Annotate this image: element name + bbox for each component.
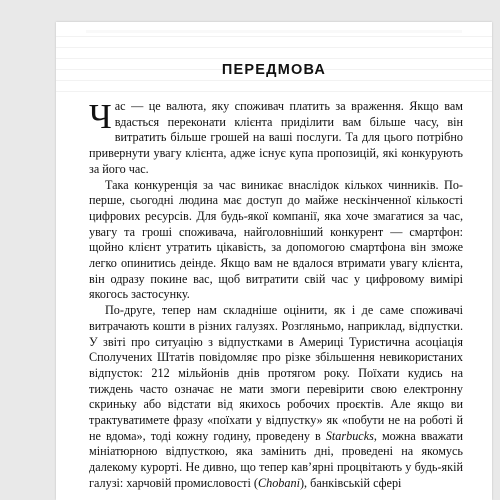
paragraph-3-part-2: , можна вважати мініатюрною відпусткою, яка замінить дні, проведені на якомусь далекому курорті. Не дивно, що тепер кав’ярні процвітають у будь-якій галузі: харчовій промисловості ( (89, 428, 463, 490)
paragraph-3-part-1: По-друге, тепер нам складніше оцінити, як і де саме споживачі витрачають кошти в різних галузях. Розгляньмо, наприклад, відпустки. У звіті про ситуацію з відпустками в Америці Туристична асоціація Сполучених Штатів повідомляє про різке збільшення невикористаних відпусток: 212 мільйонів днів протягом року. Поїхати кудись на тиждень часто означає не мати змоги перевірити свою електронну скриньку або відстати від якихось робочих проєктів. Але якщо ви трактуватимете фразу «поїхати у відпустку» як «побути не на роботі й не вдома», тоді кожну годину, проведену в (89, 303, 463, 443)
brand-chobani: Chobani (257, 475, 300, 490)
paragraph-1 (89, 99, 463, 178)
brand-starbucks: Starbucks (325, 428, 374, 443)
book-page (56, 22, 492, 500)
paragraph-2: Така конкуренція за час виникає внаслідок кількох чинників. По-перше, сьогодні людина має доступ до майже нескінченної кількості цифрових ресурсів. Для будь-якої компанії, яка хоче змагатися за час, увагу та гроші споживача, найголовніший конкурент — смартфон: щойно клієнт утратить цікавість, за допомогою смартфона він зможе легко опинитись деінде. Якщо вам не вдалося втримати увагу клієнта, він одразу покине вас, щоб витратити свій час у цифровому вимірі якогось застосунку. (89, 177, 463, 302)
paragraph-1-text: ас — це валюта, яку споживач платить за враження. Якщо вам вдасться переконати клієнта приділити вам більше часу, він витратить більше грошей на ваші послуги. Та для цього потрібно привернути увагу клієнта, адже існує купа пропозицій, які конкурують за його час. (89, 99, 463, 176)
paragraph-3 (89, 303, 463, 491)
page-title: ПЕРЕДМОВА (221, 62, 327, 78)
body-text (89, 99, 463, 492)
drop-cap: Ч (89, 97, 112, 136)
paragraph-3-part-3: ), банківській сфері (299, 475, 402, 490)
